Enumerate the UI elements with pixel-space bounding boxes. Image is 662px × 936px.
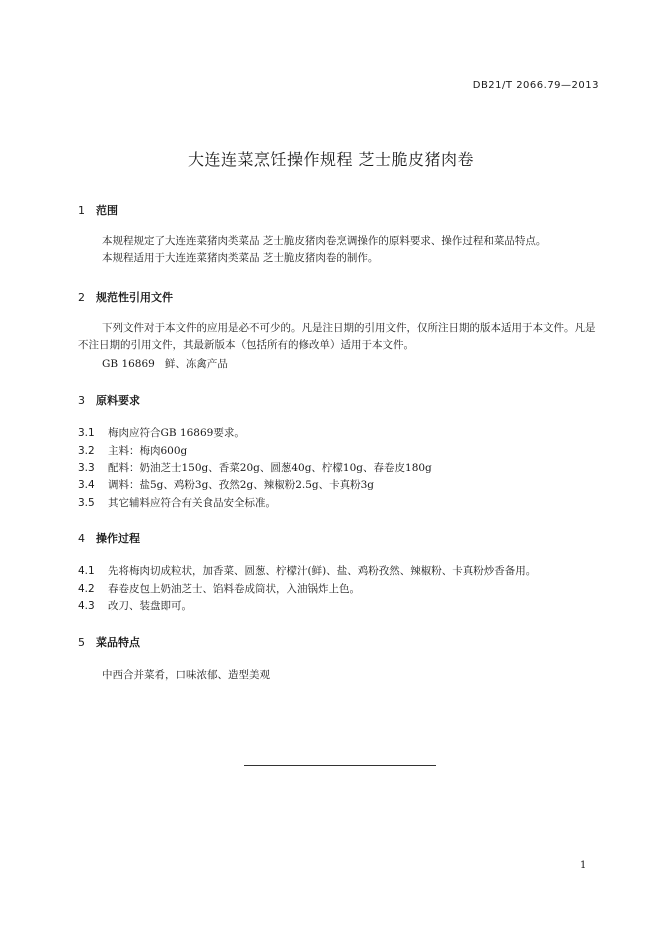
dish-features-paragraph: 中西合并菜肴，口味浓郁、造型美观 xyxy=(102,669,270,681)
list-item xyxy=(78,598,192,613)
item-text: 其它辅料应符合有关食品安全标准。 xyxy=(108,497,276,509)
section-title: 菜品特点 xyxy=(96,636,140,649)
document-title: 大连连菜烹饪操作规程 芝士脆皮猪肉卷 xyxy=(187,150,475,169)
reference-name: 鲜、冻禽产品 xyxy=(164,358,228,370)
normative-references-paragraph: 下列文件对于本文件的应用是必不可少的。凡是注日期的引用文件，仅所注日期的版本适用于本文件。凡是不注日期的引用文件，其最新版本（包括所有的修改单）适用于本文件。 xyxy=(78,322,596,351)
reference-code: GB 16869 xyxy=(102,358,155,370)
section-3-heading xyxy=(78,392,140,408)
item-number: 3.5 xyxy=(78,497,95,509)
item-text: 梅肉应符合GB 16869要求。 xyxy=(108,427,245,439)
scope-paragraph-1: 本规程规定了大连连菜猪肉类菜品 芝士脆皮猪肉卷烹调操作的原料要求、操作过程和菜品特点。 xyxy=(102,235,547,247)
item-number: 3.4 xyxy=(78,479,95,491)
reference-entry xyxy=(102,356,228,371)
item-text: 春卷皮包上奶油芝士、馅料卷成筒状，入油锅炸上色。 xyxy=(108,583,360,595)
scope-paragraph-2: 本规程适用于大连连菜猪肉类菜品 芝士脆皮猪肉卷的制作。 xyxy=(102,252,379,264)
section-title: 规范性引用文件 xyxy=(96,291,173,304)
list-item xyxy=(78,495,276,510)
section-4-heading xyxy=(78,530,140,546)
section-1-heading xyxy=(78,202,118,218)
list-item xyxy=(78,460,432,475)
end-rule xyxy=(244,765,436,766)
item-text: 主料：梅肉600g xyxy=(108,445,188,457)
section-title: 范围 xyxy=(96,204,118,217)
page-number: 1 xyxy=(580,860,587,871)
section-5-heading xyxy=(78,634,140,650)
section-number: 2 xyxy=(78,291,85,304)
section-title: 操作过程 xyxy=(96,532,140,545)
list-item xyxy=(78,563,536,578)
list-item xyxy=(78,443,187,458)
item-number: 4.1 xyxy=(78,565,95,577)
item-number: 4.2 xyxy=(78,583,95,595)
standard-number: DB21/T 2066.79—2013 xyxy=(472,80,599,91)
list-item xyxy=(78,425,245,440)
item-text: 调料：盐5g、鸡粉3g、孜然2g、辣椒粉2.5g、卡真粉3g xyxy=(108,479,375,491)
item-text: 改刀、装盘即可。 xyxy=(108,600,192,612)
item-number: 3.3 xyxy=(78,462,95,474)
item-text: 先将梅肉切成粒状，加香菜、圆葱、柠檬汁(鲜)、盐、鸡粉孜然、辣椒粉、卡真粉炒香备用。 xyxy=(108,565,537,577)
item-text: 配料：奶油芝士150g、香菜20g、圆葱40g、柠檬10g、春卷皮180g xyxy=(108,462,432,474)
section-title: 原料要求 xyxy=(96,394,140,407)
list-item xyxy=(78,581,360,596)
item-number: 3.1 xyxy=(78,427,95,439)
item-number: 4.3 xyxy=(78,600,95,612)
section-2-heading xyxy=(78,289,173,305)
section-number: 1 xyxy=(78,204,85,217)
section-number: 3 xyxy=(78,394,85,407)
section-number: 4 xyxy=(78,532,85,545)
item-number: 3.2 xyxy=(78,445,95,457)
section-number: 5 xyxy=(78,636,85,649)
list-item xyxy=(78,477,374,492)
